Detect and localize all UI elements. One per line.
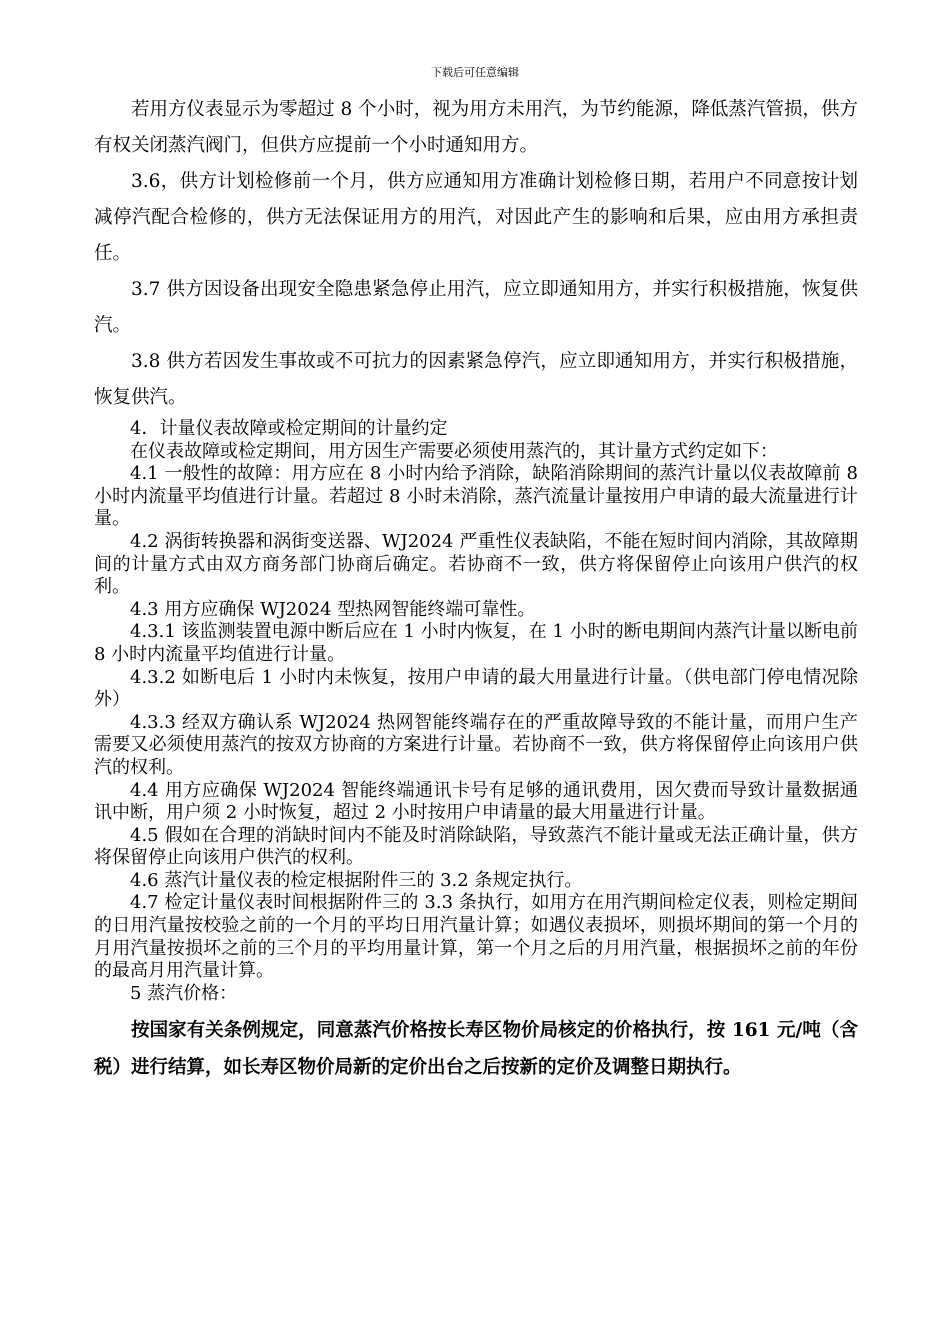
paragraph-4-2: 4.2 涡街转换器和涡街变送器、WJ2024 严重性仪表缺陷，不能在短时间内消除，其故障期间的计量方式由双方商务部门协商后确定。若协商不一致，供方将保留停止向该用户供汽的权利。 bbox=[94, 530, 858, 598]
paragraph-4-intro: 在仪表故障或检定期间，用方因生产需要必须使用蒸汽的，其计量方式约定如下： bbox=[130, 440, 778, 462]
section-5-heading: 5 蒸汽价格： bbox=[130, 982, 238, 1004]
paragraph-4-3-1: 4.3.1 该监测装置电源中断后应在 1 小时内恢复，在 1 小时的断电期间内蒸汽计量以断电前 8 小时内流量平均值进行计量。 bbox=[94, 621, 858, 665]
paragraph-3-8: 3.8 供方若因发生事故或不可抗力的因素紧急停汽，应立即通知用方，并实行积极措施，恢复供汽。 bbox=[94, 351, 858, 408]
paragraph-4-6: 4.6 蒸汽计量仪表的检定根据附件三的 3.2 条规定执行。 bbox=[130, 869, 583, 891]
paragraph-meter-zero: 若用方仪表显示为零超过 8 个小时，视为用方未用汽，为节约能源，降低蒸汽管损，供方有权关闭蒸汽阀门，但供方应提前一个小时通知用方。 bbox=[94, 99, 858, 156]
paragraph-4-3-3: 4.3.3 经双方确认系 WJ2024 热网智能终端存在的严重故障导致的不能计量，而用户生产需要又必须使用蒸汽的按双方协商的方案进行计量。若协商不一致，供方将保留停止向该用户供汽的权利。 bbox=[94, 711, 858, 778]
page-header: 下载后可任意编辑 bbox=[431, 66, 519, 79]
paragraph-3-6: 3.6，供方计划检修前一个月，供方应通知用方准确计划检修日期，若用户不同意按计划减停汽配合检修的，供方无法保证用方的用汽，对因此产生的影响和后果，应由用方承担责任。 bbox=[94, 171, 858, 264]
paragraph-4-7: 4.7 检定计量仪表时间根据附件三的 3.3 条执行，如用方在用汽期间检定仪表，则检定期间的日用汽量按校验之前的一个月的平均日用汽量计算；如遇仪表损坏，则损坏期间的第一个月的月用汽量按损坏之前的三个月的平均用量计算，第一个月之后的月用汽量，根据损坏之前的年份的最高月用汽量计算。 bbox=[94, 892, 858, 982]
paragraph-4-4: 4.4 用方应确保 WJ2024 智能终端通讯卡号有足够的通讯费用，因欠费而导致计量数据通讯中断，用户须 2 小时恢复，超过 2 小时按用户申请量的最大用量进行计量。 bbox=[94, 779, 858, 824]
paragraph-3-7: 3.7 供方因设备出现安全隐患紧急停止用汽，应立即通知用方，并实行积极措施，恢复供汽。 bbox=[94, 279, 858, 336]
document-body bbox=[94, 92, 858, 1086]
paragraph-4-5: 4.5 假如在合理的消缺时间内不能及时消除缺陷，导致蒸汽不能计量或无法正确计量，供方将保留停止向该用户供汽的权利。 bbox=[94, 824, 858, 869]
paragraph-4-3: 4.3 用方应确保 WJ2024 型热网智能终端可靠性。 bbox=[130, 598, 536, 620]
paragraph-4-3-2: 4.3.2 如断电后 1 小时内未恢复，按用户申请的最大用量进行计量。（供电部门停电情况除外） bbox=[94, 666, 858, 711]
paragraph-steam-price: 按国家有关条例规定，同意蒸汽价格按长寿区物价局核定的价格执行，按 161 元/吨（含税）进行结算，如长寿区物价局新的定价出台之后按新的定价及调整日期执行。 bbox=[94, 1020, 858, 1078]
paragraph-4-1: 4.1 一般性的故障：用方应在 8 小时内给予消除，缺陷消除期间的蒸汽计量以仪表故障前 8 小时内流量平均值进行计量。若超过 8 小时未消除，蒸汽流量计量按用户申请的最大流量进行计量。 bbox=[94, 463, 858, 530]
section-4-heading: 4．计量仪表故障或检定期间的计量约定 bbox=[130, 418, 448, 439]
